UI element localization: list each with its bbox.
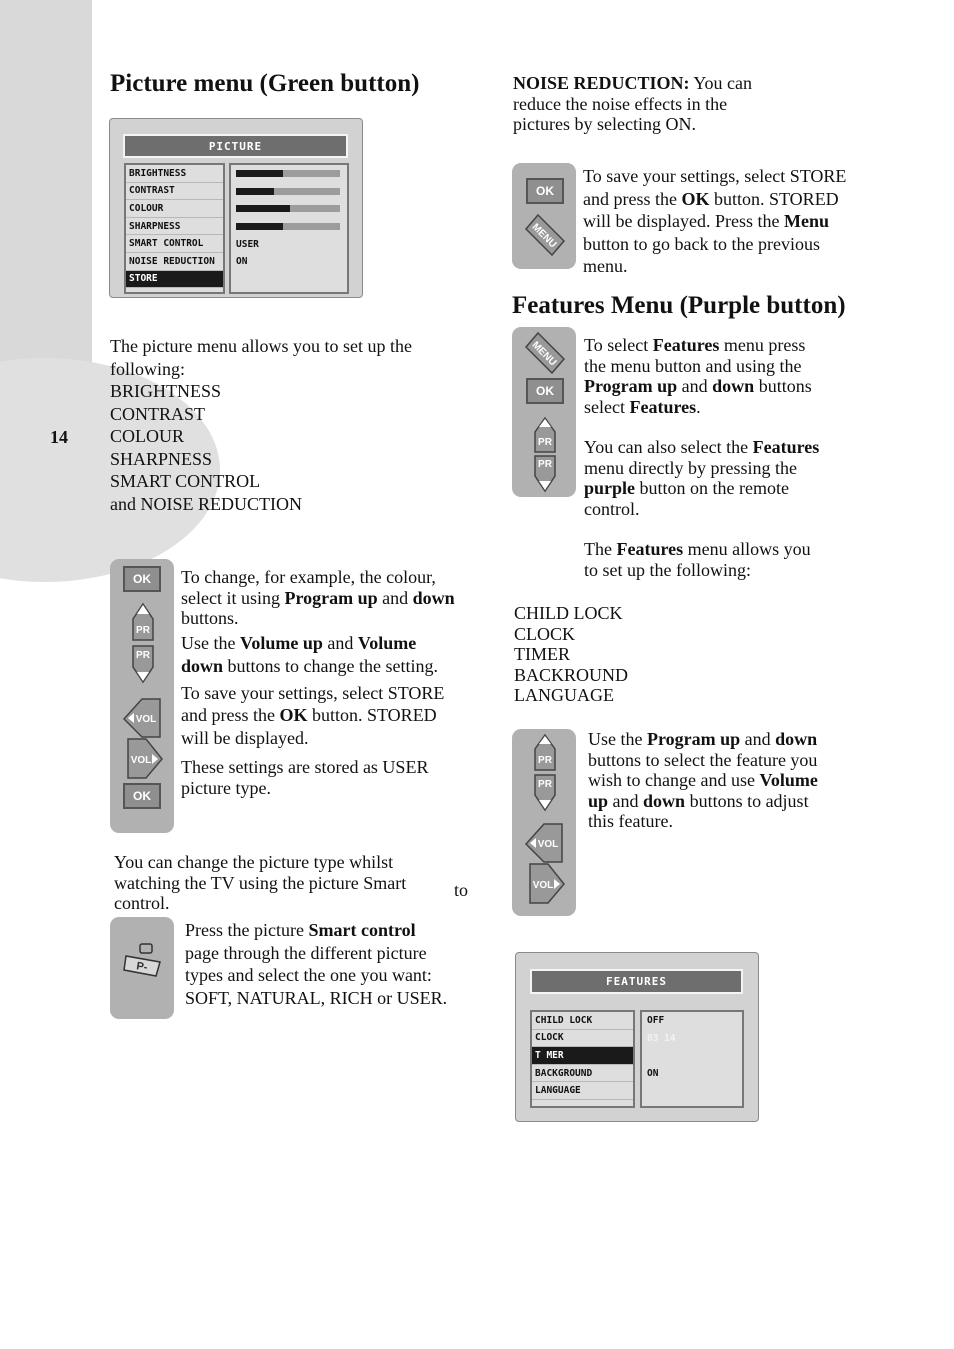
intro-list-item: COLOUR	[110, 426, 185, 446]
vol-label: VOL	[130, 755, 152, 766]
text-line: SOFT, NATURAL, RICH or USER.	[185, 987, 448, 1008]
text-line: control.	[584, 498, 640, 519]
picture-osd-title: PICTURE	[123, 134, 348, 158]
text-line: Program up and down buttons	[584, 376, 812, 396]
adjust-keys-panel	[512, 729, 576, 916]
level-bar-fill	[236, 223, 283, 230]
dangling-to: to	[454, 880, 469, 900]
text-line: will be displayed.	[181, 727, 309, 748]
text-line: and press the OK button. STORED	[181, 705, 437, 725]
menu-label: MENU	[529, 339, 559, 369]
volume-keys	[524, 822, 566, 904]
vol-label: VOL	[532, 880, 554, 891]
osd-value: ON	[647, 1068, 659, 1080]
text-line: To select Features menu press	[584, 335, 806, 355]
ok-key[interactable]: OK	[123, 783, 161, 809]
features-list-item: TIMER	[514, 644, 570, 664]
pr-label: PR	[136, 625, 150, 636]
osd-item: BACKGROUND	[532, 1065, 633, 1083]
adjust-feature-text	[588, 729, 818, 832]
features-list-item: CLOCK	[514, 623, 576, 644]
osd-item: BRIGHTNESS	[126, 165, 223, 183]
osd-bar-row	[231, 165, 347, 183]
features-list-item: BACKROUND	[514, 664, 629, 685]
text-line: The Features menu allows you	[584, 539, 811, 559]
text-line: You can change the picture type whilst	[114, 852, 394, 872]
osd-bar-row	[231, 218, 347, 236]
text-line: types and select the one you want:	[185, 965, 432, 985]
ok-key[interactable]: OK	[123, 566, 161, 592]
p-key-label: P-	[135, 960, 149, 974]
text-line: select Features.	[584, 396, 701, 417]
intro-list-item: CONTRAST	[110, 403, 206, 424]
text-line: control.	[114, 893, 170, 913]
osd-item: CLOCK	[532, 1030, 633, 1048]
osd-bar-row	[231, 183, 347, 201]
features-keys-panel	[512, 327, 576, 497]
osd-value	[642, 1082, 742, 1100]
select-features-text	[584, 335, 819, 580]
text-line: will be displayed. Press the Menu	[583, 211, 829, 231]
level-bar-fill	[236, 205, 290, 212]
text-line: You can also select the Features	[584, 437, 820, 457]
remote-keys-panel	[110, 559, 174, 833]
program-keys	[532, 733, 558, 813]
level-bar	[236, 205, 340, 212]
text-line: wish to change and use Volume	[588, 770, 818, 790]
picture-type-text	[114, 852, 406, 914]
level-bar-fill	[236, 188, 274, 195]
text-line: page through the different picture	[185, 942, 427, 963]
intro-line: following:	[110, 358, 185, 379]
smart-control-indicator	[140, 944, 152, 953]
text-line: These settings are stored as USER	[181, 757, 429, 777]
text-line: Press the picture Smart control	[185, 920, 416, 940]
pr-label: PR	[538, 755, 552, 766]
ok-menu-panel	[512, 163, 576, 269]
intro-list-item: BRIGHTNESS	[110, 381, 222, 401]
text-line: select it using Program up and down	[181, 587, 455, 608]
volume-keys	[122, 697, 164, 779]
features-osd-value-list	[640, 1010, 744, 1108]
osd-value: 03 14	[647, 1032, 676, 1044]
text-line: watching the TV using the picture Smart	[114, 872, 407, 893]
features-list-item: CHILD LOCK	[514, 603, 623, 623]
osd-value: OFF	[647, 1015, 665, 1027]
smart-control-panel	[110, 917, 174, 1019]
osd-item: SMART CONTROL	[126, 235, 223, 253]
text-line: the menu button and using the	[584, 355, 802, 376]
text-line: and press the OK button. STORED	[583, 188, 839, 209]
intro-list-item: and NOISE REDUCTION	[110, 493, 302, 514]
text-line: down buttons to change the setting.	[181, 656, 438, 676]
save-settings-text	[583, 165, 846, 278]
text-line: NOISE REDUCTION: You can	[513, 73, 753, 93]
text-line: pictures by selecting ON.	[513, 114, 696, 134]
features-menu-heading: Features Menu (Purple button)	[512, 292, 846, 319]
text-line: menu.	[583, 256, 628, 276]
ok-key[interactable]: OK	[526, 178, 564, 204]
ok-key[interactable]: OK	[526, 378, 564, 404]
text-line: buttons to select the feature you	[588, 749, 818, 770]
text-line: reduce the noise effects in the	[513, 93, 728, 114]
pr-label: PR	[538, 779, 552, 790]
picture-menu-heading: Picture menu (Green button)	[110, 70, 420, 97]
osd-bar-row	[231, 200, 347, 218]
osd-item: NOISE REDUCTION	[126, 253, 223, 271]
text-line: To save your settings, select STORE	[181, 682, 445, 703]
osd-value: USER	[236, 238, 259, 250]
text-line: this feature.	[588, 811, 673, 831]
menu-key[interactable]	[524, 213, 566, 257]
osd-item-selected: T MER	[532, 1047, 633, 1065]
picture-osd-item-list	[124, 163, 225, 294]
level-bar-fill	[236, 170, 283, 177]
menu-key[interactable]	[524, 331, 566, 375]
osd-item: SHARPNESS	[126, 218, 223, 236]
noise-reduction-text	[513, 73, 752, 135]
change-setting-instructions	[181, 567, 455, 798]
osd-item-selected: STORE	[126, 271, 223, 289]
vol-label: VOL	[135, 714, 157, 725]
level-bar	[236, 188, 340, 195]
text-line: menu directly by pressing the	[584, 457, 797, 478]
intro-line: The picture menu allows you to set up the	[110, 336, 412, 356]
text-line: up and down buttons to adjust	[588, 790, 809, 811]
osd-item: LANGUAGE	[532, 1082, 633, 1100]
text-line: picture type.	[181, 777, 271, 798]
features-osd-screen	[515, 952, 759, 1122]
text-line: Use the Program up and down	[588, 729, 818, 749]
intro-list-item: SMART CONTROL	[110, 471, 261, 491]
intro-list-item: SHARPNESS	[110, 448, 213, 469]
page-margin-band	[0, 0, 92, 400]
osd-value: ON	[236, 256, 248, 268]
features-list-item: LANGUAGE	[514, 685, 614, 705]
text-line: to set up the following:	[584, 559, 751, 580]
text-line: buttons.	[181, 608, 239, 628]
text-line: Use the Volume up and Volume	[181, 632, 417, 653]
osd-value	[642, 1047, 742, 1065]
smart-control-key[interactable]	[122, 942, 164, 982]
menu-label: MENU	[529, 221, 559, 251]
picture-menu-intro	[110, 335, 412, 515]
features-list	[514, 603, 628, 706]
osd-item: COLOUR	[126, 200, 223, 218]
osd-item: CHILD LOCK	[532, 1012, 633, 1030]
pr-label: PR	[538, 437, 552, 448]
level-bar	[236, 170, 340, 177]
pr-label: PR	[136, 650, 150, 661]
text-line: To save your settings, select STORE	[583, 166, 847, 186]
text-line: purple button on the remote	[584, 478, 789, 498]
picture-osd-value-list	[229, 163, 349, 294]
osd-item: CONTRAST	[126, 183, 223, 201]
picture-osd-screen	[109, 118, 363, 298]
program-keys	[130, 602, 156, 684]
page-number: 14	[50, 427, 68, 447]
vol-label: VOL	[537, 839, 559, 850]
smart-control-text	[185, 919, 447, 1009]
program-keys	[532, 416, 558, 494]
pr-label: PR	[538, 459, 552, 470]
features-osd-item-list	[530, 1010, 635, 1108]
level-bar	[236, 223, 340, 230]
features-osd-title: FEATURES	[530, 969, 743, 994]
text-line: button to go back to the previous	[583, 233, 820, 254]
text-line: To change, for example, the colour,	[181, 567, 436, 587]
